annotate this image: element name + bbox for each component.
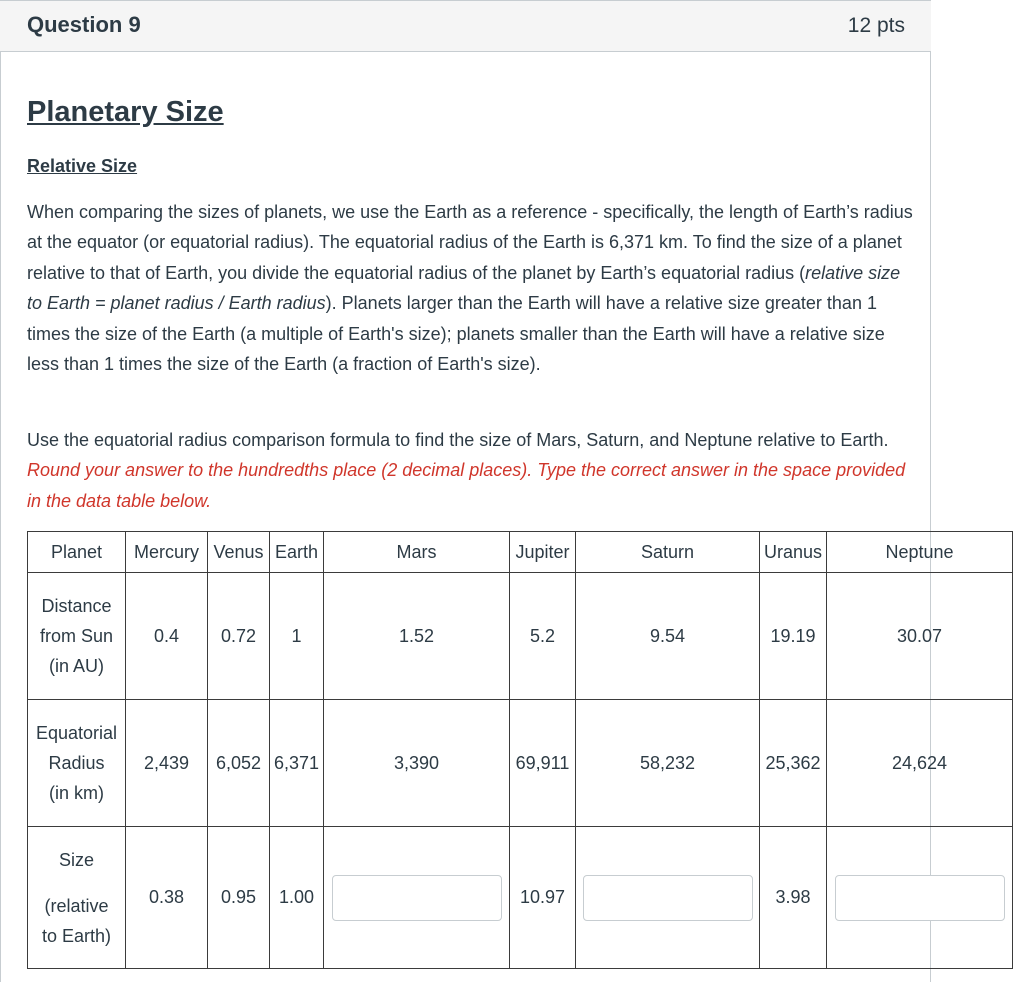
header-cell: Neptune	[827, 532, 1013, 573]
table-cell	[827, 827, 1013, 969]
header-cell: Planet	[28, 532, 126, 573]
neptune-size-input[interactable]	[835, 875, 1005, 921]
table-row-size	[28, 827, 1013, 969]
table-cell: 2,439	[126, 700, 208, 827]
table-cell: 69,911	[510, 700, 576, 827]
row-label	[28, 700, 126, 827]
header-cell: Uranus	[760, 532, 827, 573]
row-label-line: to Earth)	[41, 925, 112, 946]
table-cell: 1.52	[324, 573, 510, 700]
row-label	[28, 827, 126, 969]
rounding-instruction: Round your answer to the hundredths place (2 decimal places). Type the correct answer in the space provided in the data table below.	[27, 460, 906, 511]
table-cell: 24,624	[827, 700, 1013, 827]
table-cell: 0.95	[208, 827, 270, 969]
table-cell: 0.38	[126, 827, 208, 969]
instruction-paragraph	[27, 425, 917, 516]
row-label-line: Distance	[41, 596, 112, 616]
table-cell: 0.72	[208, 573, 270, 700]
row-label-line: Radius	[48, 753, 105, 773]
section-subheading: Relative Size	[27, 156, 138, 176]
row-label-line: (relative	[44, 895, 109, 916]
intro-text-end: ). Planets larger than the Earth will have a relative size greater than 1 times the size of the Earth (a multiple of Earth's size); planets smaller than the Earth will have a relative size less than 1 times the size of the Earth (a fraction of Earth's size).	[27, 293, 885, 375]
saturn-size-input[interactable]	[583, 875, 753, 921]
header-cell: Jupiter	[510, 532, 576, 573]
table-row-distance	[28, 573, 1013, 700]
table-cell: 6,052	[208, 700, 270, 827]
table-cell	[324, 827, 510, 969]
table-cell: 6,371	[270, 700, 324, 827]
table-cell: 19.19	[760, 573, 827, 700]
instruction-text: Use the equatorial radius comparison formula to find the size of Mars, Saturn, and Neptune relative to Earth.	[27, 430, 889, 450]
table-row-radius	[28, 700, 1013, 827]
intro-text-start: When comparing the sizes of planets, we use the Earth as a reference - specifically, the length of Earth’s radius at the equator (or equatorial radius). The equatorial radius of the Earth is 6,371 km. To find the size of a planet relative to that of Earth, you divide the equatorial radius of the planet by Earth’s equatorial radius (	[27, 202, 913, 283]
table-cell	[576, 827, 760, 969]
table-cell: 3.98	[760, 827, 827, 969]
question-points: 12 pts	[847, 14, 905, 37]
table-cell: 3,390	[324, 700, 510, 827]
intro-paragraph	[27, 197, 917, 379]
table-cell: 58,232	[576, 700, 760, 827]
planet-data-table	[27, 531, 1013, 969]
formula-text: relative size to Earth = planet radius / Earth radius	[27, 262, 901, 314]
mars-size-input[interactable]	[332, 875, 502, 921]
row-label	[28, 573, 126, 700]
header-cell: Mercury	[126, 532, 208, 573]
row-label-line: Size	[58, 849, 94, 870]
table-cell: 0.4	[126, 573, 208, 700]
table-cell: 5.2	[510, 573, 576, 700]
table-cell: 1.00	[270, 827, 324, 969]
row-label-line: (in AU)	[48, 656, 104, 676]
row-label-line: (in km)	[49, 783, 104, 803]
table-cell: 30.07	[827, 573, 1013, 700]
table-cell: 25,362	[760, 700, 827, 827]
row-label-line: Equatorial	[35, 723, 118, 743]
table-header-row	[28, 532, 1013, 573]
page-heading: Planetary Size	[27, 96, 224, 128]
question-title: Question 9	[27, 12, 141, 37]
table-cell: 10.97	[510, 827, 576, 969]
table-cell: 9.54	[576, 573, 760, 700]
table-cell: 1	[270, 573, 324, 700]
header-cell: Mars	[324, 532, 510, 573]
row-label-line: from Sun	[39, 626, 114, 646]
header-cell: Venus	[208, 532, 270, 573]
header-cell: Earth	[270, 532, 324, 573]
question-header	[0, 0, 931, 52]
header-cell: Saturn	[576, 532, 760, 573]
